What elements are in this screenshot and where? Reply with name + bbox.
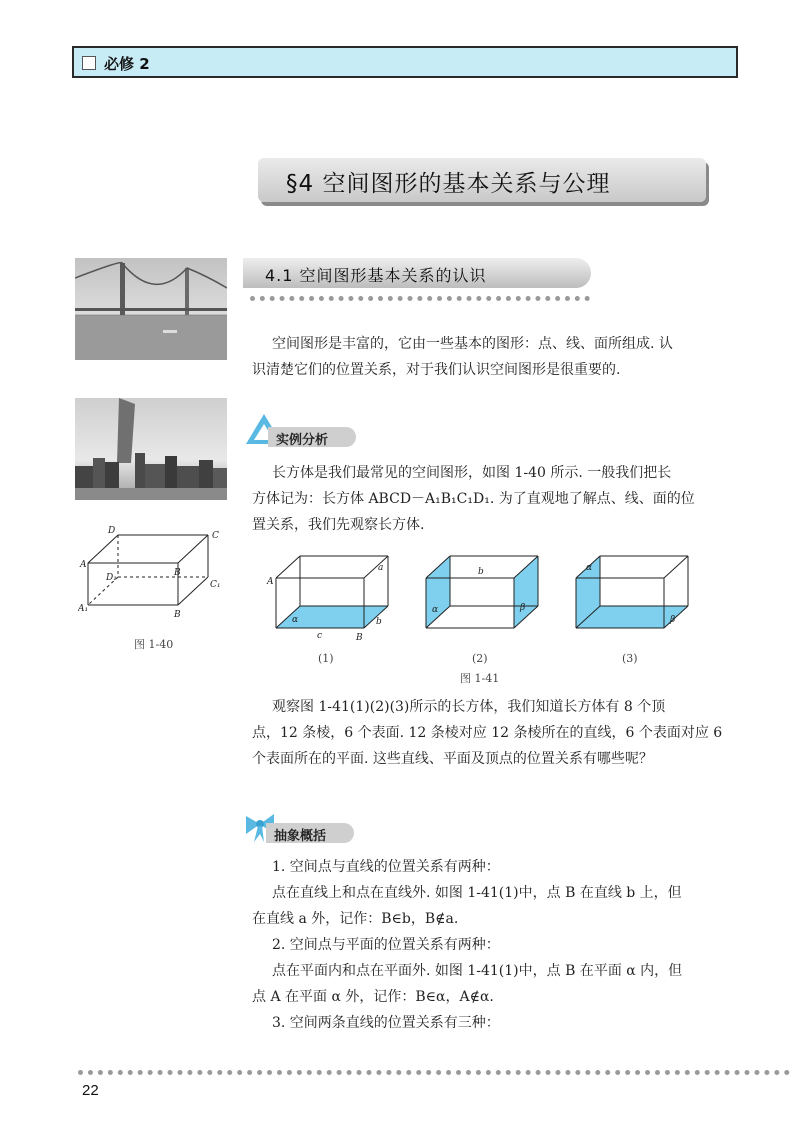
sub-caption-1: (1) (318, 652, 334, 665)
sub-caption-3: (3) (622, 652, 638, 665)
abstract-line: 点 A 在平面 α 外，记作：B∈α，A∉α. (252, 989, 494, 1005)
observe-line: 点，12 条棱，6 个表面. 12 条棱对应 12 条棱所在的直线，6 个表面对应 6 (252, 725, 723, 741)
fig3-label-alpha: α (586, 563, 593, 573)
label-C: C (212, 531, 219, 541)
label-A: A (80, 560, 87, 570)
observe-paragraph (252, 694, 742, 772)
label-D1: D₁ (106, 573, 117, 583)
abstract-tag-label: 抽象概括 (274, 829, 327, 844)
abstract-line: 1. 空间点与直线的位置关系有两种： (272, 859, 500, 875)
abstract-line: 点在直线上和点在直线外. 如图 1-41(1)中，点 B 在直线 b 上，但 (272, 885, 682, 901)
subsection-title-banner (243, 258, 591, 288)
figure-1-40-cuboid (78, 525, 238, 625)
abstract-line: 点在平面内和点在平面外. 如图 1-41(1)中，点 B 在平面 α 内，但 (272, 963, 683, 979)
fig2-label-beta: β (520, 603, 526, 613)
label-B1: B (174, 610, 181, 620)
sub-caption-2: (2) (472, 652, 488, 665)
abstract-line: 在直线 a 外，记作：B∈b，B∉a. (252, 911, 459, 927)
section-title: §4 空间图形的基本关系与公理 (286, 171, 611, 197)
header-label: 必修 2 (104, 55, 150, 73)
fig1-label-b: b (376, 617, 382, 627)
skyline-illustration (75, 398, 227, 500)
running-header (72, 46, 738, 78)
intro-line: 空间图形是丰富的，它由一些基本的图形：点、线、面所组成. 认 (272, 336, 673, 352)
abstract-tag (244, 808, 356, 844)
bridge-illustration (75, 258, 227, 360)
figure-1-41-part-3 (562, 548, 702, 648)
label-A1: A₁ (78, 604, 89, 614)
subsection-title: 4.1 空间图形基本关系的认识 (265, 266, 487, 285)
fig1-label-c: c (317, 631, 323, 641)
dotted-divider (250, 296, 590, 301)
observe-line: 个表面所在的平面. 这些直线、平面及顶点的位置关系有哪些呢？ (252, 751, 653, 767)
fig1-label-A: A (267, 577, 274, 587)
fig1-label-B: B (356, 633, 363, 643)
fig3-label-beta: β (670, 615, 676, 625)
header-square-icon (82, 56, 96, 70)
footer-dotted-divider (78, 1070, 790, 1075)
abstract-line: 3. 空间两条直线的位置关系有三种： (272, 1015, 500, 1031)
intro-line: 识清楚它们的位置关系，对于我们认识空间图形是很重要的. (252, 362, 621, 378)
fig2-label-alpha: α (432, 605, 439, 615)
example-line: 长方体是我们最常见的空间图形，如图 1-40 所示. 一般我们把长 (272, 465, 672, 481)
observe-line: 观察图 1-41(1)(2)(3)所示的长方体，我们知道长方体有 8 个顶 (272, 699, 666, 715)
example-line: 方体记为：长方体 ABCD－A₁B₁C₁D₁. 为了直观地了解点、线、面的位 (252, 491, 695, 507)
example-paragraph (252, 460, 732, 538)
figure-1-40-caption: 图 1-40 (134, 638, 174, 651)
figure-1-41-part-1 (262, 548, 402, 648)
bridge-photo (75, 258, 227, 360)
example-tag-label: 实例分析 (276, 433, 329, 448)
intro-paragraph (252, 331, 732, 383)
figure-1-41-part-2 (412, 548, 552, 648)
label-C1: C₁ (210, 580, 221, 590)
fig1-label-alpha: α (292, 615, 299, 625)
fig2-label-b: b (478, 567, 484, 577)
section-title-banner (258, 158, 706, 202)
label-D: D (108, 526, 116, 536)
fig1-label-a: a (378, 563, 384, 573)
figure-1-41-caption: 图 1-41 (460, 672, 500, 685)
label-B: B (174, 568, 181, 578)
example-line: 置关系，我们先观察长方体. (252, 517, 425, 533)
abstract-line: 2. 空间点与平面的位置关系有两种： (272, 937, 500, 953)
abstract-paragraph (252, 854, 742, 1036)
example-tag (246, 412, 358, 448)
skyline-photo (75, 398, 227, 500)
page-number: 22 (82, 1082, 99, 1099)
